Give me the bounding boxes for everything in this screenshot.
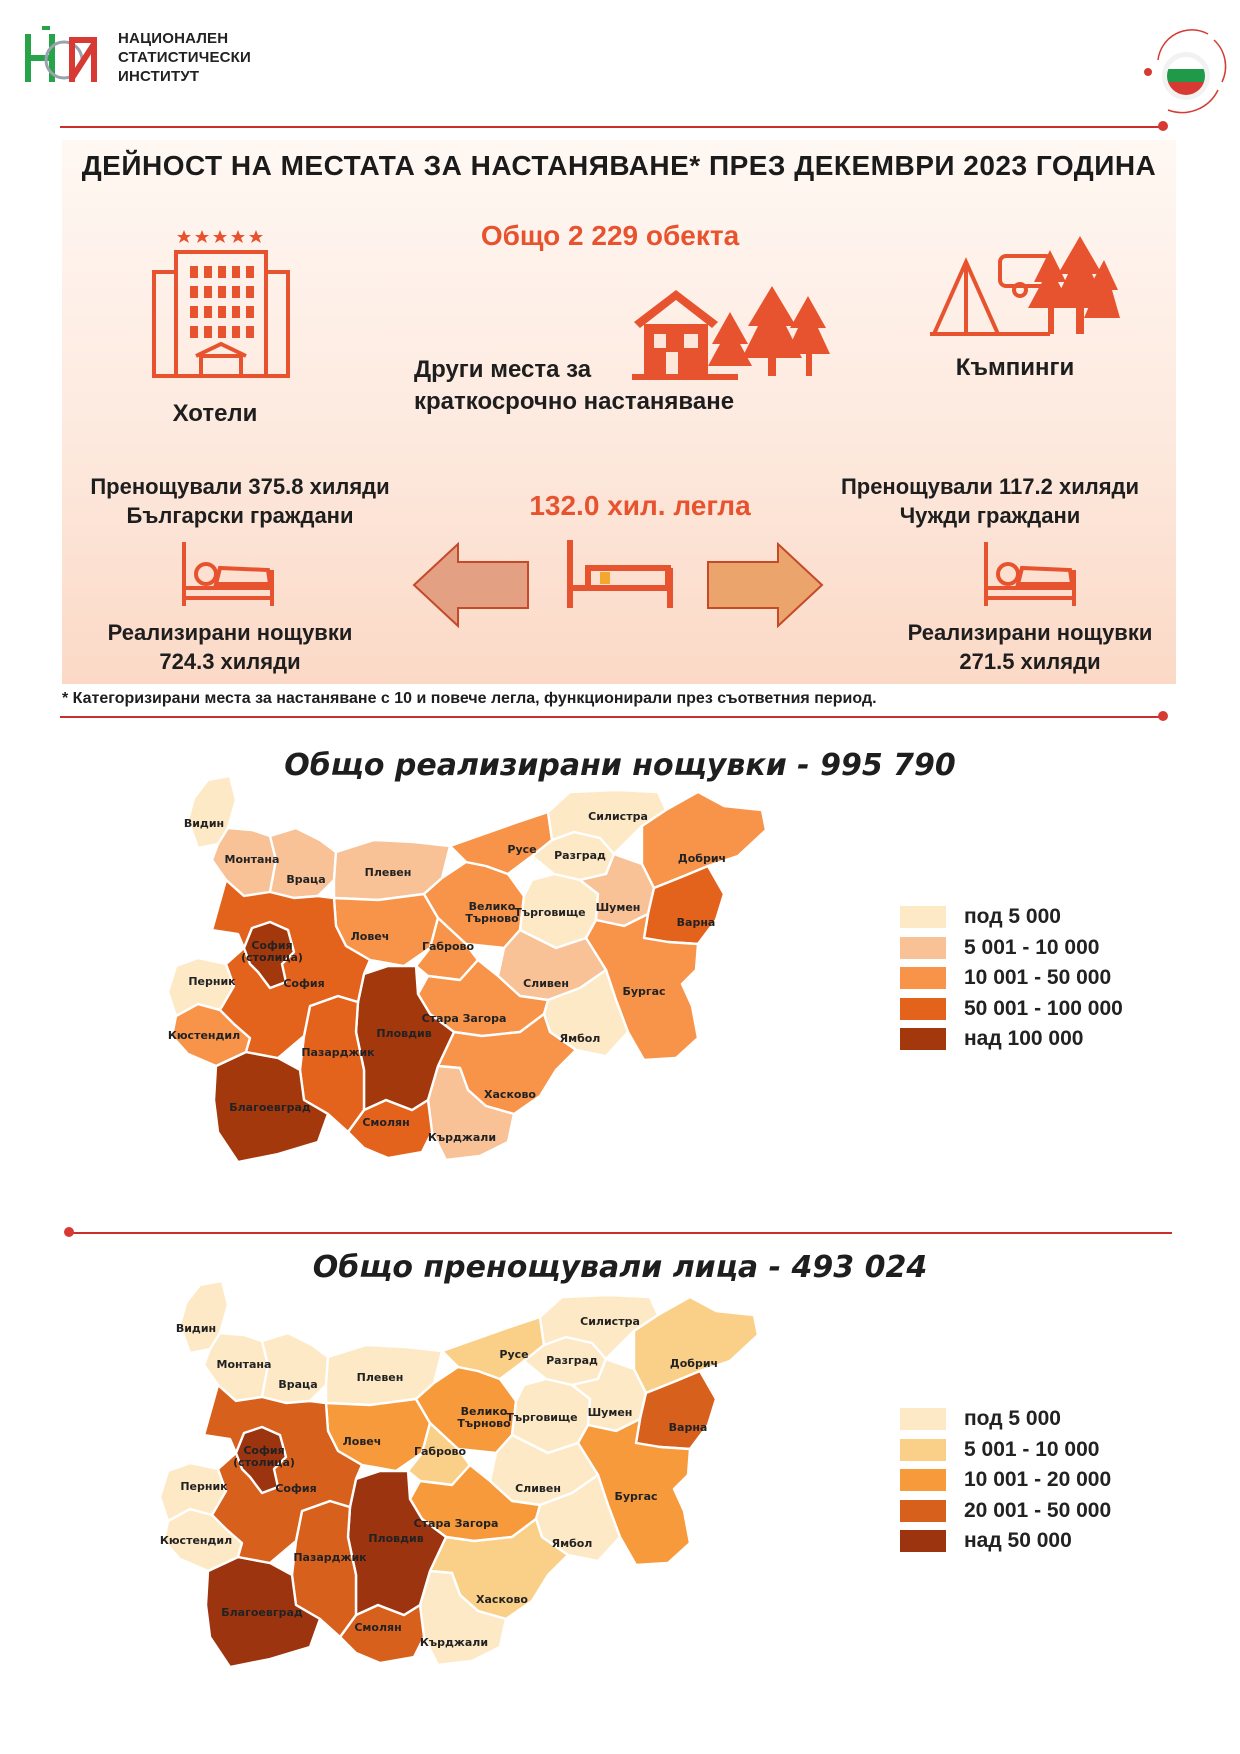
region-label: Ямбол — [551, 1537, 593, 1550]
nsi-logo-icon — [22, 26, 106, 90]
region-label: Хасково — [484, 1088, 536, 1101]
bed-sleeper-icon — [980, 540, 1080, 610]
region-label: Велико Търново — [457, 1405, 511, 1430]
category-campsites: Къмпинги — [955, 354, 1075, 381]
region-label: Плевен — [364, 866, 412, 879]
region-label: Кюстендил — [168, 1029, 241, 1042]
bulgarians-nights — [80, 618, 380, 676]
region-label: Силистра — [588, 810, 648, 823]
divider-dot — [1158, 711, 1168, 721]
map-persons-legend — [900, 1404, 1160, 1557]
region-label: Кърджали — [427, 1131, 497, 1144]
legend-label: над 100 000 — [964, 1027, 1084, 1051]
region-label: Шумен — [595, 901, 641, 914]
region-label: Силистра — [580, 1315, 640, 1328]
stat-line: Реализирани нощувки — [907, 620, 1153, 645]
page-title: ДЕЙНОСТ НА МЕСТАТА ЗА НАСТАНЯВАНЕ* ПРЕЗ ДЕКЕМВРИ 2023 ГОДИНА — [81, 150, 1157, 181]
legend-label: 10 001 - 20 000 — [964, 1468, 1112, 1492]
category-other-line: Други места за — [414, 356, 592, 383]
region-label: Бургас — [614, 1490, 658, 1503]
logo-line: НАЦИОНАЛЕН — [118, 30, 229, 47]
legend-label: под 5 000 — [964, 1407, 1061, 1431]
stat-line: Български граждани — [126, 503, 354, 528]
arrow-left-icon — [412, 542, 532, 628]
stat-line: 271.5 хиляди — [959, 649, 1101, 674]
legend-swatch — [900, 1469, 946, 1491]
region-label: Кюстендил — [160, 1534, 233, 1547]
region-label: Добрич — [669, 1357, 719, 1370]
divider — [70, 1232, 1172, 1234]
legend-swatch — [900, 998, 946, 1020]
legend-label: 10 001 - 50 000 — [964, 966, 1112, 990]
region-label: Стара Загора — [421, 1012, 507, 1025]
map-nights — [168, 770, 948, 1210]
region-label: Шумен — [587, 1406, 633, 1419]
legend-label: 20 001 - 50 000 — [964, 1498, 1112, 1522]
region-label: Търговище — [514, 906, 586, 919]
legend-swatch — [900, 937, 946, 959]
region-label: Разград — [546, 1354, 598, 1367]
legend-swatch — [900, 1439, 946, 1461]
legend-item — [900, 1024, 1160, 1055]
region-label: София — [283, 977, 325, 990]
region-label: Враца — [286, 873, 326, 886]
legend-swatch — [900, 1028, 946, 1050]
divider-dot — [64, 1227, 74, 1237]
legend-item — [900, 994, 1160, 1025]
region-label: Търговище — [506, 1411, 578, 1424]
divider — [60, 716, 1162, 718]
stat-line: 724.3 хиляди — [159, 649, 301, 674]
region-label: Габрово — [413, 1445, 467, 1458]
region-label: Перник — [180, 1480, 228, 1493]
category-hotels: Хотели — [172, 400, 258, 427]
region-label: Благоевград — [221, 1606, 303, 1619]
divider — [60, 126, 1162, 128]
region-label: Сливен — [515, 1482, 561, 1495]
legend-item — [900, 1404, 1160, 1435]
region-label: Пазарджик — [301, 1046, 375, 1059]
region-label: Монтана — [224, 853, 280, 866]
region-label: Смолян — [362, 1116, 410, 1129]
legend-swatch — [900, 906, 946, 928]
region-враца — [262, 1333, 328, 1403]
legend-label: 50 001 - 100 000 — [964, 996, 1123, 1020]
bulgarians-stayed — [60, 472, 420, 530]
legend-label: над 50 000 — [964, 1529, 1072, 1553]
region-label: Кърджали — [419, 1636, 489, 1649]
category-other — [414, 354, 794, 418]
region-label: Ямбол — [559, 1032, 601, 1045]
region-label: Русе — [499, 1348, 529, 1361]
region-label: Русе — [507, 843, 537, 856]
region-label: София — [275, 1482, 317, 1495]
region-label: Пловдив — [376, 1027, 432, 1040]
region-label: Стара Загора — [413, 1517, 499, 1530]
total-objects: Общо 2 229 обекта — [480, 220, 740, 251]
map-nights-legend — [900, 902, 1160, 1055]
region-label: Варна — [668, 1421, 708, 1434]
legend-item — [900, 1496, 1160, 1527]
region-label: Видин — [183, 817, 225, 830]
region-враца — [270, 828, 336, 898]
legend-swatch — [900, 1530, 946, 1552]
logo-line: СТАТИСТИЧЕСКИ — [118, 49, 252, 66]
region-label: Смолян — [354, 1621, 402, 1634]
stat-line: Пренощували 375.8 хиляди — [90, 474, 390, 499]
legend-swatch — [900, 1408, 946, 1430]
bed-icon — [564, 538, 676, 610]
camping-icon — [930, 234, 1120, 344]
legend-item — [900, 1435, 1160, 1466]
region-label: Разград — [554, 849, 606, 862]
stat-line: Чужди граждани — [899, 503, 1081, 528]
region-label: Ловеч — [350, 930, 390, 943]
map-nights-title: Общо реализирани нощувки - 995 790 — [284, 748, 956, 783]
legend-item — [900, 963, 1160, 994]
arrow-right-icon — [704, 542, 824, 628]
legend-swatch — [900, 967, 946, 989]
stat-line: Реализирани нощувки — [107, 620, 353, 645]
divider-dot — [1158, 121, 1168, 131]
beds-total: 132.0 хил. легла — [529, 490, 751, 521]
stat-line: Пренощували 117.2 хиляди — [840, 474, 1140, 499]
region-label: Пазарджик — [293, 1551, 367, 1564]
region-label: Варна — [676, 916, 716, 929]
region-label: Монтана — [216, 1358, 272, 1371]
map-persons — [160, 1275, 940, 1715]
hotel-icon — [146, 224, 296, 384]
foreigners-nights — [880, 618, 1180, 676]
legend-label: под 5 000 — [964, 905, 1061, 929]
region-label: Габрово — [421, 940, 475, 953]
map-persons-title: Общо пренощували лица - 493 024 — [312, 1250, 928, 1285]
legend-item — [900, 1526, 1160, 1557]
category-other-line: краткосрочно настаняване — [414, 388, 735, 415]
region-label: Велико Търново — [465, 900, 519, 925]
region-label: София (столица) — [233, 1444, 295, 1469]
institute-name — [118, 29, 251, 86]
footnote: * Категоризирани места за настаняване с 10 и повече легла, функционирали през съответния период. — [62, 690, 877, 707]
legend-label: 5 001 - 10 000 — [964, 1437, 1100, 1461]
bulgarian-flag-badge-icon — [1138, 20, 1234, 116]
region-label: Добрич — [677, 852, 727, 865]
region-label: Враца — [278, 1378, 318, 1391]
bed-sleeper-icon — [178, 540, 278, 610]
region-label: Видин — [175, 1322, 217, 1335]
legend-label: 5 001 - 10 000 — [964, 935, 1100, 959]
region-label: Сливен — [523, 977, 569, 990]
legend-swatch — [900, 1500, 946, 1522]
region-label: Хасково — [476, 1593, 528, 1606]
region-label: Бургас — [622, 985, 666, 998]
legend-item — [900, 902, 1160, 933]
region-label: Перник — [188, 975, 236, 988]
region-label: София (столица) — [241, 939, 303, 964]
foreigners-stayed — [820, 472, 1160, 530]
region-label: Благоевград — [229, 1101, 311, 1114]
logo-line: ИНСТИТУТ — [118, 68, 200, 85]
region-label: Пловдив — [368, 1532, 424, 1545]
region-label: Плевен — [356, 1371, 404, 1384]
region-label: Ловеч — [342, 1435, 382, 1448]
legend-item — [900, 933, 1160, 964]
legend-item — [900, 1465, 1160, 1496]
